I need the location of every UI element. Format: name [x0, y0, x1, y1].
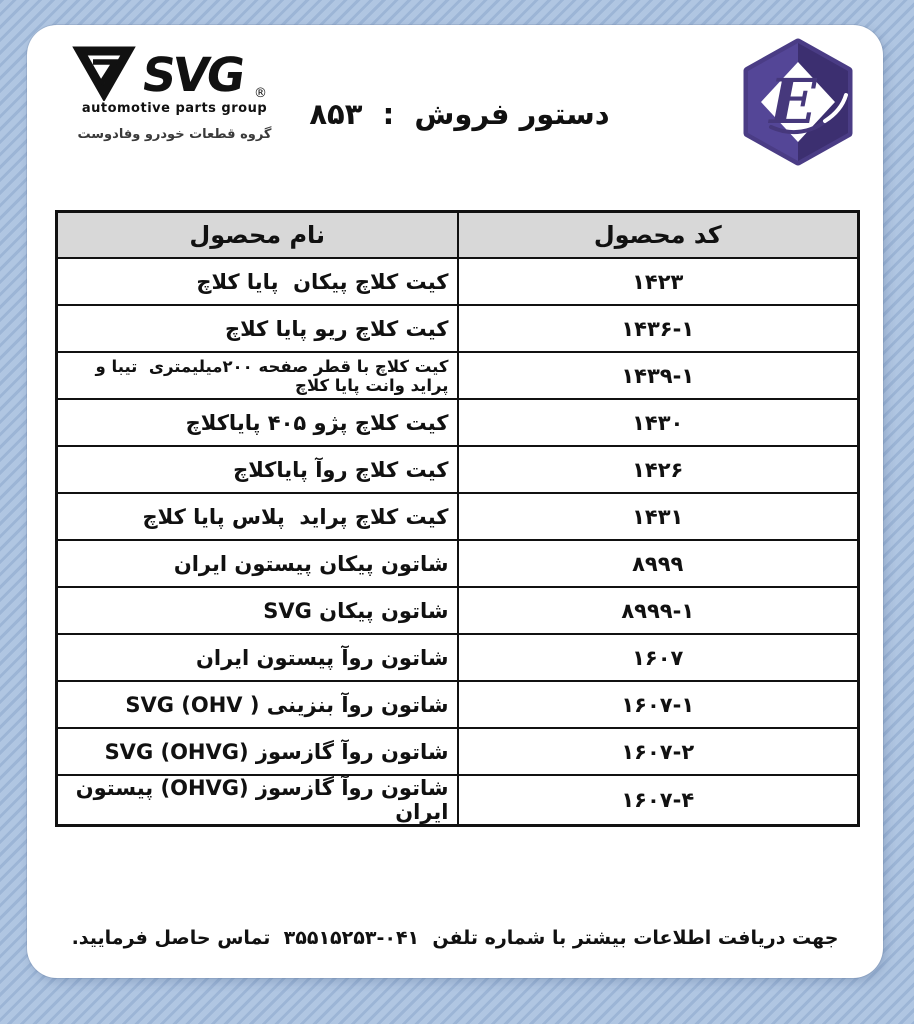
product-code-cell: ۱۴۲۳	[458, 258, 859, 305]
table-header-row	[57, 212, 859, 259]
table-header-name: نام محصول	[57, 212, 458, 259]
table-row	[57, 587, 859, 634]
table-header-code: کد محصول	[458, 212, 859, 259]
product-code-cell: ۱۴۲۶	[458, 446, 859, 493]
product-name-cell: کیت کلاچ پیکان پایا کلاچ	[57, 258, 458, 305]
table-row	[57, 305, 859, 352]
product-code-cell: ۱۴۳۰	[458, 399, 859, 446]
product-code-cell: ۱۶۰۷-۴	[458, 775, 859, 826]
table-row	[57, 399, 859, 446]
emblem-letter: E	[769, 65, 817, 138]
sales-order-title: دستور فروش : ۸۵۳	[309, 97, 610, 131]
registered-trademark-icon: ®	[254, 86, 267, 101]
product-code-cell: ۱۶۰۷-۲	[458, 728, 859, 775]
product-code-cell: ۸۹۹۹	[458, 540, 859, 587]
footer-contact-text: جهت دریافت اطلاعات بیشتر با شماره تلفن ۰۴۱-۳۵۵۱۵۲۵۳ تماس حاصل فرمایید.	[71, 927, 839, 949]
svg-wordmark-text: SVG	[138, 48, 246, 101]
product-name-cell: شاتون پیکان پیستون ایران	[57, 540, 458, 587]
svg-logo-subtitle: automotive parts group	[81, 101, 268, 116]
table-row	[57, 634, 859, 681]
product-name-cell: کیت کلاچ ریو پایا کلاچ	[57, 305, 458, 352]
product-code-cell: ۱۶۰۷	[458, 634, 859, 681]
product-name-cell: شاتون روآ پیستون ایران	[57, 634, 458, 681]
product-code-cell: ۱۴۳۶-۱	[458, 305, 859, 352]
product-name-cell: کیت کلاچ پراید پلاس پایا کلاچ	[57, 493, 458, 540]
table-row	[57, 681, 859, 728]
e-emblem	[735, 35, 861, 169]
product-name-cell: شاتون روآ بنزینی SVG (OHV )‎	[57, 681, 458, 728]
document-card	[27, 25, 883, 978]
products-table	[55, 210, 860, 827]
svg-logo-tagline: گروه قطعات خودرو وفادوست	[77, 127, 272, 142]
table-row	[57, 540, 859, 587]
table-row	[57, 493, 859, 540]
table-row	[57, 728, 859, 775]
product-name-cell: کیت کلاچ روآ پایاکلاچ	[57, 446, 458, 493]
product-name-cell: کیت کلاچ پژو ۴۰۵ پایاکلاچ	[57, 399, 458, 446]
products-table-body	[57, 258, 859, 826]
product-code-cell: ۸۹۹۹-۱	[458, 587, 859, 634]
product-code-cell: ۱۴۳۹-۱	[458, 352, 859, 399]
product-name-cell: کیت کلاچ با قطر صفحه ۲۰۰میلیمتری تیبا و پراید وانت پایا کلاچ	[57, 352, 458, 399]
table-row	[57, 352, 859, 399]
table-row	[57, 775, 859, 826]
product-name-cell: شاتون روآ گازسوز SVG (OHVG)‎	[57, 728, 458, 775]
product-code-cell: ۱۶۰۷-۱	[458, 681, 859, 728]
table-row	[57, 446, 859, 493]
product-code-cell: ۱۴۳۱	[458, 493, 859, 540]
table-row	[57, 258, 859, 305]
product-name-cell: شاتون روآ گازسوز (OHVG) پیستون ایران	[57, 775, 458, 826]
product-name-cell: شاتون پیکان SVG	[57, 587, 458, 634]
svg-logo-mark	[72, 41, 277, 101]
